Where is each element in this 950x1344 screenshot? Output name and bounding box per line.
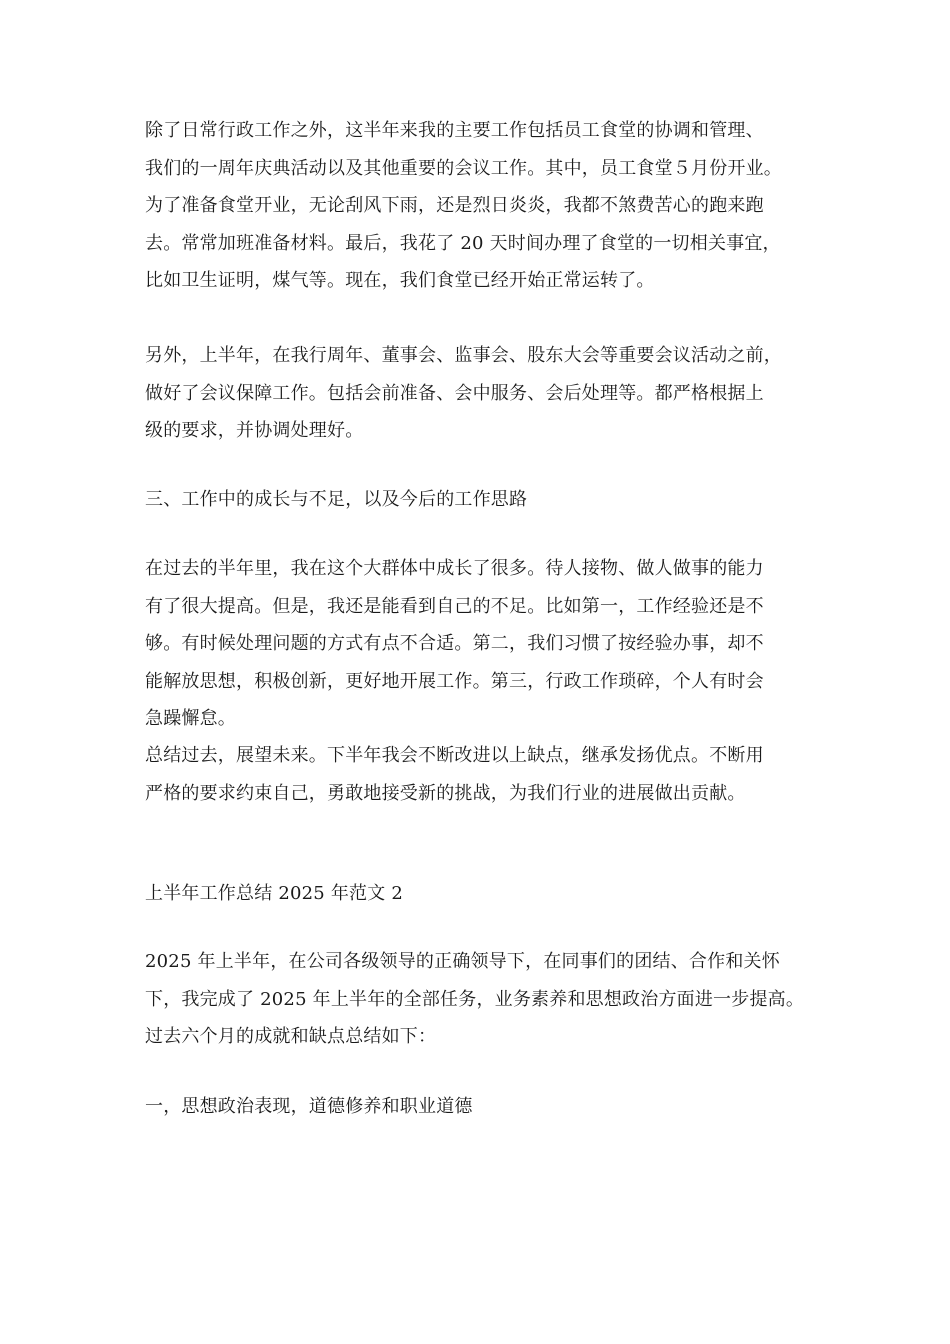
paragraph-summary-outlook	[145, 737, 845, 812]
text-line: 级的要求，并协调处理好。	[145, 420, 364, 441]
paragraph-canteen-work	[145, 112, 845, 300]
text-line: 做好了会议保障工作。包括会前准备、会中服务、会后处理等。都严格根据上	[145, 382, 764, 404]
text-line: 为了准备食堂开业，无论刮风下雨，还是烈日炎炎，我都不煞费苦心的跑来跑	[145, 195, 764, 216]
text-line: 能解放思想，积极创新，更好地开展工作。第三，行政工作琐碎，个人有时会	[145, 670, 764, 692]
paragraph-meeting-support	[145, 337, 845, 450]
paragraph-growth-shortcomings	[145, 550, 845, 738]
text-line: 下，我完成了 2025 年上半年的全部任务，业务素养和思想政治方面进一步提高。	[145, 988, 805, 1010]
text-line: 去。常常加班准备材料。最后，我花了 20 天时间办理了食堂的一切相关事宜，	[145, 232, 781, 254]
text-line: 比如卫生证明，煤气等。现在，我们食堂已经开始正常运转了。	[145, 270, 655, 291]
paragraph-intro-2025	[145, 943, 845, 1056]
text-line: 我们的一周年庆典活动以及其他重要的会议工作。其中，员工食堂５月份开业。	[145, 157, 782, 179]
text-line: 过去六个月的成就和缺点总结如下：	[145, 1026, 437, 1047]
section-heading: 三、工作中的成长与不足，以及今后的工作思路	[145, 489, 528, 510]
text-line: 另外，上半年，在我行周年、董事会、监事会、股东大会等重要会议活动之前，	[145, 345, 782, 366]
text-line: 2025 年上半年，在公司各级领导的正确领导下，在同事们的团结、合作和关怀	[145, 951, 780, 972]
section-heading-growth	[145, 481, 845, 519]
section-heading: 一，思想政治表现，道德修养和职业道德	[145, 1096, 473, 1117]
text-line: 在过去的半年里，我在这个大群体中成长了很多。待人接物、做人做事的能力	[145, 558, 764, 579]
text-line: 除了日常行政工作之外，这半年来我的主要工作包括员工食堂的协调和管理、	[145, 120, 764, 141]
article-title: 上半年工作总结 2025 年范文 2	[145, 883, 404, 904]
text-line: 够。有时候处理问题的方式有点不合适。第二，我们习惯了按经验办事，却不	[145, 633, 764, 654]
text-line: 严格的要求约束自己，勇敢地接受新的挑战，为我们行业的进展做出贡献。	[145, 782, 746, 804]
text-line: 总结过去，展望未来。下半年我会不断改进以上缺点，继承发扬优点。不断用	[145, 745, 764, 766]
section-heading-political	[145, 1088, 845, 1126]
article-title-example-2	[145, 875, 845, 913]
text-line: 有了很大提高。但是，我还是能看到自己的不足。比如第一，工作经验还是不	[145, 595, 764, 617]
text-line: 急躁懈怠。	[145, 708, 236, 729]
